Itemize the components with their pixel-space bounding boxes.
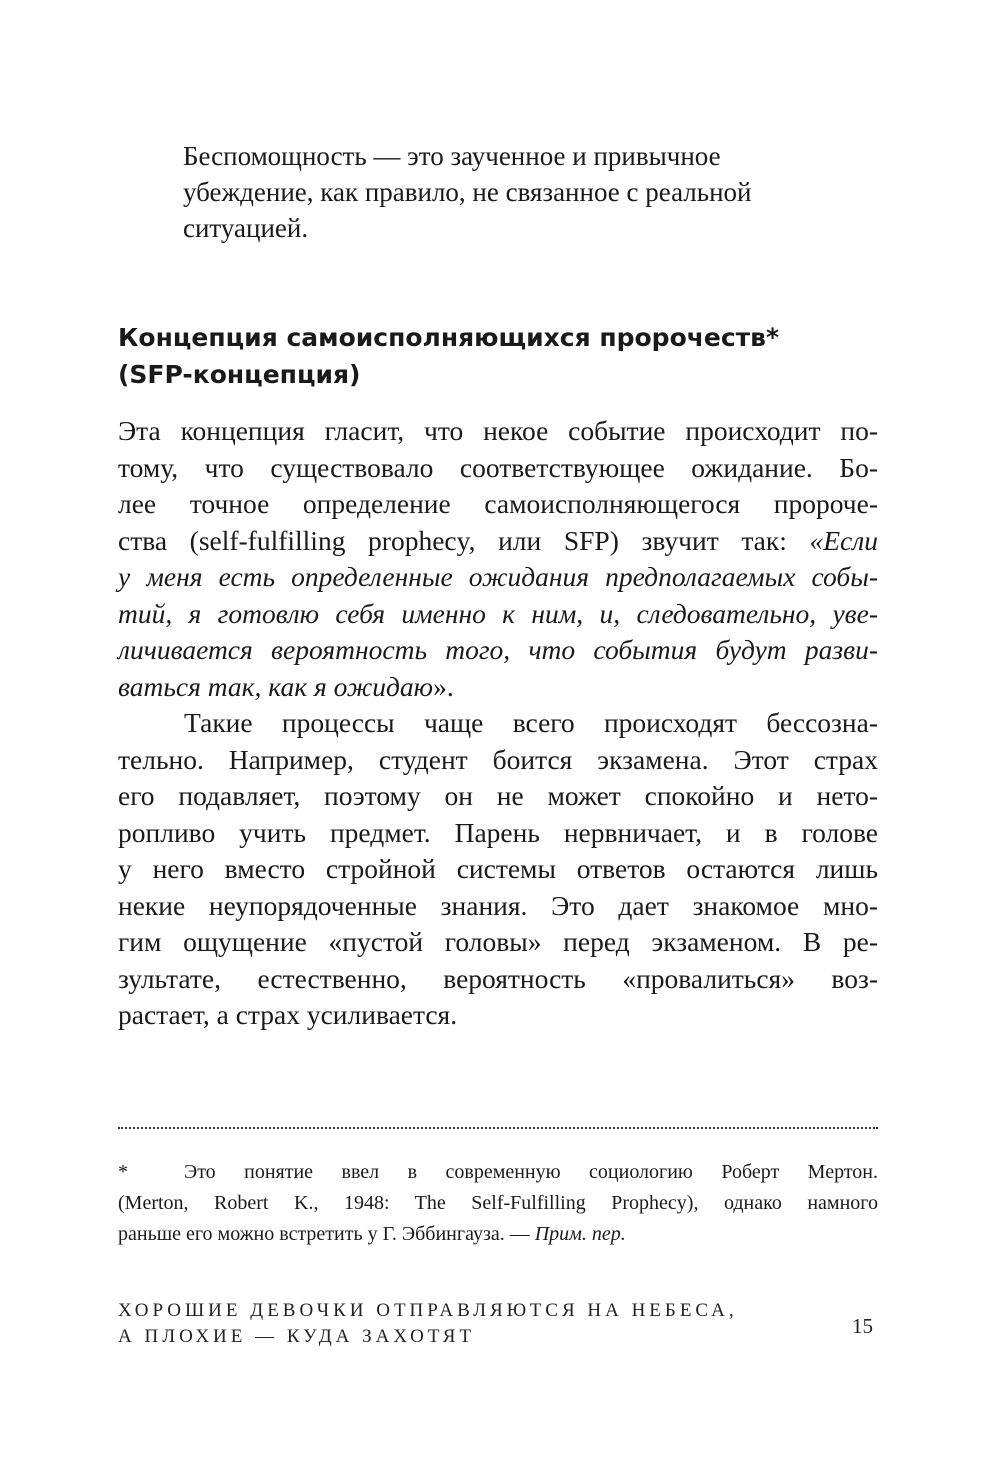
text-line: тельно. Например, студент боится экзамена. Этот страх	[118, 743, 878, 775]
callout-quote	[183, 138, 873, 246]
italic-line	[118, 596, 878, 633]
section-heading	[118, 319, 898, 393]
body-text	[118, 413, 878, 1034]
italic-line	[118, 632, 878, 669]
running-title-line: ХОРОШИЕ ДЕВОЧКИ ОТПРАВЛЯЮТСЯ НА НЕБЕСА,	[118, 1300, 738, 1321]
footnote-line	[118, 1157, 878, 1188]
italic-segment: Прим. пер.	[534, 1223, 626, 1245]
text-line	[118, 523, 878, 560]
callout-line: ситуацией.	[183, 213, 309, 243]
page-number: 15	[852, 1314, 873, 1338]
heading-line: (SFP-концепция)	[118, 360, 361, 389]
text-line: тому, что существовало соответствующее ожидание. Бо-	[118, 451, 878, 483]
paragraph-2	[118, 705, 878, 1034]
italic-line	[118, 559, 878, 596]
footnote-marker: *	[118, 1161, 128, 1183]
text-line: ропливо учить предмет. Парень нервничает, и в голове	[118, 816, 878, 848]
text-line: у него вместо стройной системы ответов остаются лишь	[118, 853, 878, 884]
text-line: гим ощущение «пустой головы» перед экзаменом. В ре-	[118, 926, 878, 957]
text-line: Эта концепция гласит, что некое событие происходит по-	[118, 415, 878, 446]
italic-segment: личивается вероятность того, что события будут разви-	[118, 634, 878, 665]
footnote-divider	[118, 1127, 878, 1129]
italic-segment: ваться так, как я ожидаю	[118, 670, 434, 702]
text-line: зультате, естественно, вероятность «провалиться» воз-	[118, 962, 878, 994]
text-segment: Это понятие ввел в современную социологию Роберт Мертон.	[184, 1161, 878, 1183]
callout-line: Беспомощность — это заученное и привычное	[183, 141, 721, 171]
running-title-line: А ПЛОХИЕ — КУДА ЗАХОТЯТ	[118, 1326, 475, 1347]
text-line: его подавляет, поэтому он не может спокойно и нето-	[118, 780, 878, 811]
italic-segment: тий, я готовлю себя именно к ним, и, следовательно, уве-	[118, 597, 878, 629]
running-title	[118, 1298, 738, 1350]
text-line: некие неупорядоченные знания. Это дает знакомое мно-	[118, 889, 878, 921]
heading-line: Концепция самоисполняющихся пророчеств*	[118, 323, 780, 352]
text-line	[118, 669, 878, 706]
text-line: растает, а страх усиливается.	[118, 999, 458, 1030]
paragraph-1	[118, 413, 878, 705]
text-segment: ».	[433, 670, 454, 702]
text-line: Такие процессы чаще всего происходят бессозна-	[184, 707, 878, 738]
italic-segment: «Если	[809, 524, 878, 556]
italic-segment: у меня есть определенные ожидания предполагаемых собы-	[118, 561, 878, 592]
text-segment: раньше его можно встретить у Г. Эббингауза. —	[118, 1223, 535, 1245]
footnote	[118, 1157, 878, 1250]
text-segment: ства (self-fulfilling prophecy, или SFP) звучит так:	[118, 524, 810, 556]
text-line: лее точное определение самоисполняющегося пророче-	[118, 488, 878, 519]
callout-line: убеждение, как правило, не связанное с реальной	[183, 177, 752, 207]
footnote-line	[118, 1219, 878, 1250]
footnote-line: (Merton, Robert K., 1948: The Self-Fulfilling Prophecy), однако намного	[118, 1192, 878, 1214]
